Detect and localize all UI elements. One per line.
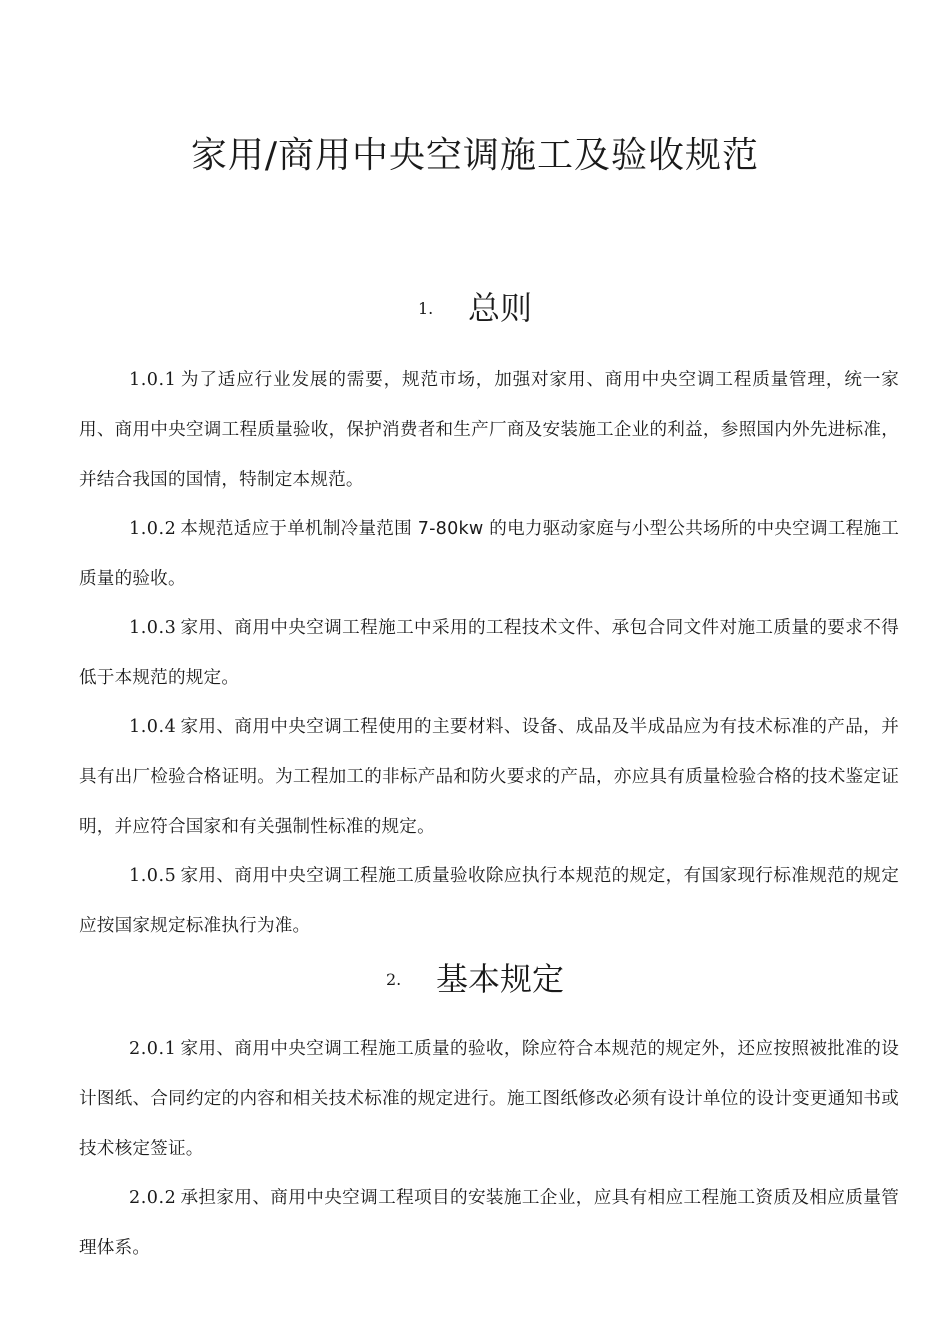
clause-text: 家用、商用中央空调工程施工质量验收除应执行本规范的规定，有国家现行标准规范的规定应按国家规定标准执行为准。 [79,866,899,936]
clause-paragraph [79,1024,899,1174]
clause-text: 为了适应行业发展的需要，规范市场，加强对家用、商用中央空调工程质量管理，统一家用、商用中央空调工程质量验收，保护消费者和生产厂商及安装施工企业的利益，参照国内外先进标准，并结合我国的国情，特制定本规范。 [79,370,899,490]
clause-text: 家用、商用中央空调工程施工质量的验收，除应符合本规范的规定外，还应按照被批准的设计图纸、合同约定的内容和相关技术标准的规定进行。施工图纸修改必须有设计单位的设计变更通知书或技术核定签证。 [79,1039,899,1159]
clause-text: 家用、商用中央空调工程施工中采用的工程技术文件、承包合同文件对施工质量的要求不得低于本规范的规定。 [79,618,899,688]
clause-paragraph [79,603,899,703]
clause-paragraph [79,355,899,505]
clause-number: 1.0.4 [129,717,177,737]
section-number: 1. [417,298,434,318]
section-title: 总则 [467,289,532,327]
section-title: 基本规定 [435,960,564,998]
clause-number: 1.0.1 [129,370,177,390]
clause-number: 2.0.2 [129,1188,177,1208]
clause-paragraph [79,1173,899,1273]
document-title: 家用/商用中央空调施工及验收规范 [190,135,760,176]
clause-number: 1.0.2 [129,519,177,539]
clause-text: 家用、商用中央空调工程使用的主要材料、设备、成品及半成品应为有技术标准的产品，并具有出厂检验合格证明。为工程加工的非标产品和防火要求的产品，亦应具有质量检验合格的技术鉴定证明，并应符合国家和有关强制性标准的规定。 [79,717,899,837]
clause-text: 承担家用、商用中央空调工程项目的安装施工企业，应具有相应工程施工资质及相应质量管理体系。 [79,1188,899,1258]
clause-number: 1.0.5 [129,866,177,886]
section-number: 2. [385,969,402,989]
clause-paragraph [79,504,899,604]
clause-paragraph [79,851,899,951]
clause-text: 本规范适应于单机制冷量范围 7-80kw 的电力驱动家庭与小型公共场所的中央空调工程施工质量的验收。 [79,519,899,589]
section-heading-1 [0,286,950,330]
clause-number: 1.0.3 [129,618,177,638]
section-heading-2 [0,957,950,1001]
clause-number: 2.0.1 [129,1039,177,1059]
clause-paragraph [79,702,899,852]
